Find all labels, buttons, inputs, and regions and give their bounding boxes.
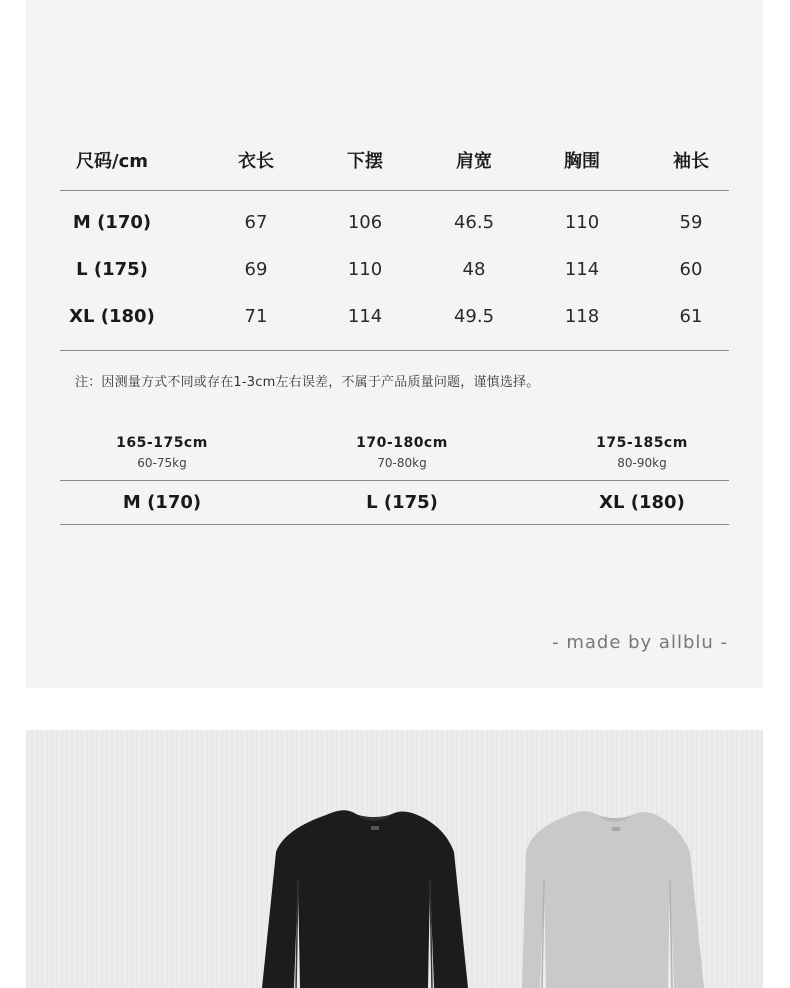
made-by-caption: - made by allblu - bbox=[552, 632, 728, 653]
height-range: 175-185cm bbox=[596, 435, 688, 451]
row-length: 69 bbox=[244, 259, 268, 280]
size-recommendation bbox=[60, 432, 729, 525]
recommended-size: XL (180) bbox=[599, 492, 685, 513]
weight-range: 70-80kg bbox=[377, 456, 427, 470]
table-row bbox=[60, 199, 729, 246]
header-chest: 胸围 bbox=[564, 151, 600, 172]
table-row bbox=[60, 246, 729, 293]
label-icon bbox=[612, 827, 620, 831]
height-range: 165-175cm bbox=[116, 435, 208, 451]
row-size: L (175) bbox=[76, 259, 148, 280]
row-length: 67 bbox=[244, 212, 268, 233]
row-shoulder: 46.5 bbox=[453, 212, 495, 233]
shirts-illustration bbox=[26, 730, 763, 988]
row-shoulder: 48 bbox=[462, 259, 486, 280]
recommended-size: L (175) bbox=[366, 492, 438, 513]
recommendation-body-range bbox=[60, 432, 729, 481]
header-length: 衣长 bbox=[238, 151, 274, 172]
row-size: XL (180) bbox=[69, 306, 155, 327]
grey-shirt bbox=[522, 811, 704, 988]
row-hem: 106 bbox=[347, 212, 383, 233]
weight-range: 60-75kg bbox=[137, 456, 187, 470]
size-table-body bbox=[60, 191, 729, 351]
row-size: M (170) bbox=[72, 212, 152, 233]
recommended-size: M (170) bbox=[122, 492, 202, 513]
recommendation-sizes bbox=[60, 481, 729, 525]
size-table bbox=[60, 130, 729, 351]
recommendation-item bbox=[542, 432, 742, 470]
row-hem: 110 bbox=[347, 259, 383, 280]
row-sleeve: 61 bbox=[679, 306, 703, 327]
label-icon bbox=[371, 826, 379, 830]
size-table-header bbox=[60, 130, 729, 191]
weight-range: 80-90kg bbox=[617, 456, 667, 470]
recommendation-item bbox=[302, 432, 502, 470]
black-shirt bbox=[262, 810, 468, 988]
header-hem: 下摆 bbox=[347, 151, 383, 172]
product-photo bbox=[26, 730, 763, 988]
row-sleeve: 59 bbox=[679, 212, 703, 233]
row-shoulder: 49.5 bbox=[453, 306, 495, 327]
recommendation-item bbox=[62, 432, 262, 470]
row-hem: 114 bbox=[347, 306, 383, 327]
row-sleeve: 60 bbox=[679, 259, 703, 280]
header-sleeve: 袖长 bbox=[673, 151, 709, 172]
row-chest: 110 bbox=[564, 212, 600, 233]
height-range: 170-180cm bbox=[356, 435, 448, 451]
header-shoulder: 肩宽 bbox=[456, 151, 492, 172]
row-chest: 114 bbox=[564, 259, 600, 280]
measurement-note: 注：因测量方式不同或存在1-3cm左右误差，不属于产品质量问题，谨慎选择。 bbox=[75, 375, 540, 390]
table-row bbox=[60, 293, 729, 340]
header-size: 尺码/cm bbox=[76, 151, 148, 172]
row-length: 71 bbox=[244, 306, 268, 327]
row-chest: 118 bbox=[564, 306, 600, 327]
